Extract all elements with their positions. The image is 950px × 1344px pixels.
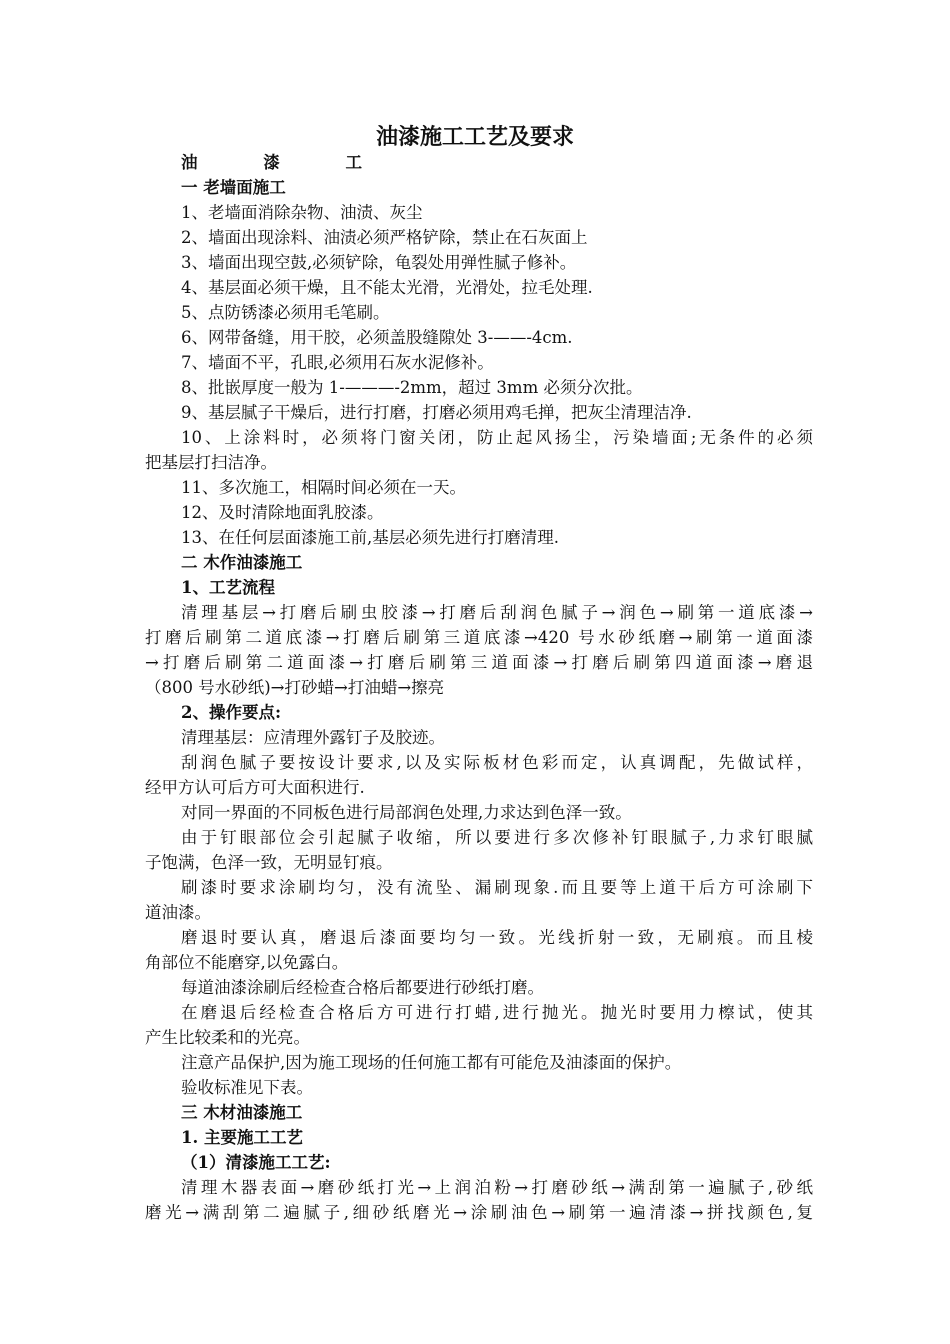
paragraph-line: 清理基层：应清理外露钉子及胶迹。: [181, 728, 445, 747]
paragraph-line: 角部位不能磨穿,以免露白。: [145, 953, 349, 972]
paragraph-line: 清理木器表面→磨砂纸打光→上润泊粉→打磨砂纸→满刮第一遍腻子,砂纸: [181, 1178, 813, 1197]
list-item-continuation: 把基层打扫洁净。: [145, 453, 277, 472]
paragraph-line: 产生比较柔和的光亮。: [145, 1028, 310, 1047]
paragraph-line: 子饱满，色泽一致，无明显钉痕。: [145, 853, 393, 872]
paragraph-line: 刷漆时要求涂刷均匀，没有流坠、漏刷现象.而且要等上道干后方可涂刷下: [181, 878, 813, 897]
paragraph-line: 在磨退后经检查合格后方可进行打蜡,进行抛光。抛光时要用力檫试，使其: [181, 1003, 813, 1022]
section-heading-1: 一 老墙面施工: [181, 178, 286, 197]
paragraph-line: 经甲方认可后方可大面积进行.: [145, 778, 365, 797]
list-item: 10、上涂料时，必须将门窗关闭，防止起风扬尘，污染墙面;无条件的必须: [181, 428, 813, 447]
paragraph-line: 清理基层→打磨后刷虫胶漆→打磨后刮润色腻子→润色→刷第一道底漆→: [181, 603, 813, 622]
subsection-heading: 1. 主要施工工艺: [181, 1128, 303, 1147]
list-item: 2、墙面出现涂料、油渍必须严格铲除，禁止在石灰面上: [181, 228, 588, 247]
list-item: 8、批嵌厚度一般为 1-———-2mm，超过 3mm 必须分次批。: [181, 378, 643, 397]
subsection-heading: （1）清漆施工工艺:: [181, 1153, 331, 1172]
subsection-heading: 1、工艺流程: [181, 578, 275, 597]
list-item: 11、多次施工，相隔时间必须在一天。: [181, 478, 466, 497]
paragraph-line: 由于钉眼部位会引起腻子收缩，所以要进行多次修补钉眼腻子,力求钉眼腻: [181, 828, 813, 847]
list-item: 5、点防锈漆必须用毛笔刷。: [181, 303, 390, 322]
paragraph-line: 磨退时要认真，磨退后漆面要均匀一致。光线折射一致，无刷痕。而且棱: [181, 928, 813, 947]
paragraph-line: （800 号水砂纸)→打砂蜡→打油蜡→擦亮: [145, 678, 445, 697]
document-title: 油漆施工工艺及要求: [375, 124, 574, 150]
section-heading-2: 二 木作油漆施工: [181, 553, 303, 572]
paragraph-line: 注意产品保护,因为施工现场的任何施工都有可能危及油漆面的保护。: [181, 1053, 682, 1072]
list-item: 13、在任何层面漆施工前,基层必须先进行打磨清理.: [181, 528, 559, 547]
list-item: 9、基层腻子干燥后，进行打磨，打磨必须用鸡毛掸，把灰尘清理洁净.: [181, 403, 692, 422]
list-item: 7、墙面不平，孔眼,必须用石灰水泥修补。: [181, 353, 494, 372]
paragraph-line: 验收标准见下表。: [181, 1078, 313, 1097]
paragraph-line: →打磨后刷第二道面漆→打磨后刷第三道面漆→打磨后刷第四道面漆→磨退: [145, 653, 813, 672]
paragraph-line: 打磨后刷第二道底漆→打磨后刷第三道底漆→420 号水砂纸磨→刷第一道面漆: [145, 628, 813, 647]
section-heading-3: 三 木材油漆施工: [181, 1103, 303, 1122]
list-item: 1、老墙面消除杂物、油渍、灰尘: [181, 203, 423, 222]
subsection-heading: 2、操作要点:: [181, 703, 282, 722]
list-item: 6、网带备缝，用干胶，必须盖股缝隙处 3-——-4cm.: [181, 328, 573, 347]
paragraph-line: 磨光→满刮第二遍腻子,细砂纸磨光→涂刷油色→刷第一遍清漆→拼找颜色,复: [145, 1203, 813, 1222]
list-item: 4、基层面必须干燥，且不能太光滑，光滑处，拉毛处理.: [181, 278, 593, 297]
paragraph-line: 对同一界面的不同板色进行局部润色处理,力求达到色泽一致。: [181, 803, 632, 822]
paragraph-line: 刮润色腻子要按设计要求,以及实际板材色彩而定，认真调配，先做试样，: [181, 753, 813, 772]
list-item: 12、及时清除地面乳胶漆。: [181, 503, 384, 522]
list-item: 3、墙面出现空鼓,必须铲除，龟裂处用弹性腻子修补。: [181, 253, 577, 272]
paragraph-line: 每道油漆涂刷后经检查合格后都要进行砂纸打磨。: [181, 978, 544, 997]
paragraph-line: 道油漆。: [145, 903, 211, 922]
section-subtitle: 油 漆 工: [181, 153, 392, 172]
